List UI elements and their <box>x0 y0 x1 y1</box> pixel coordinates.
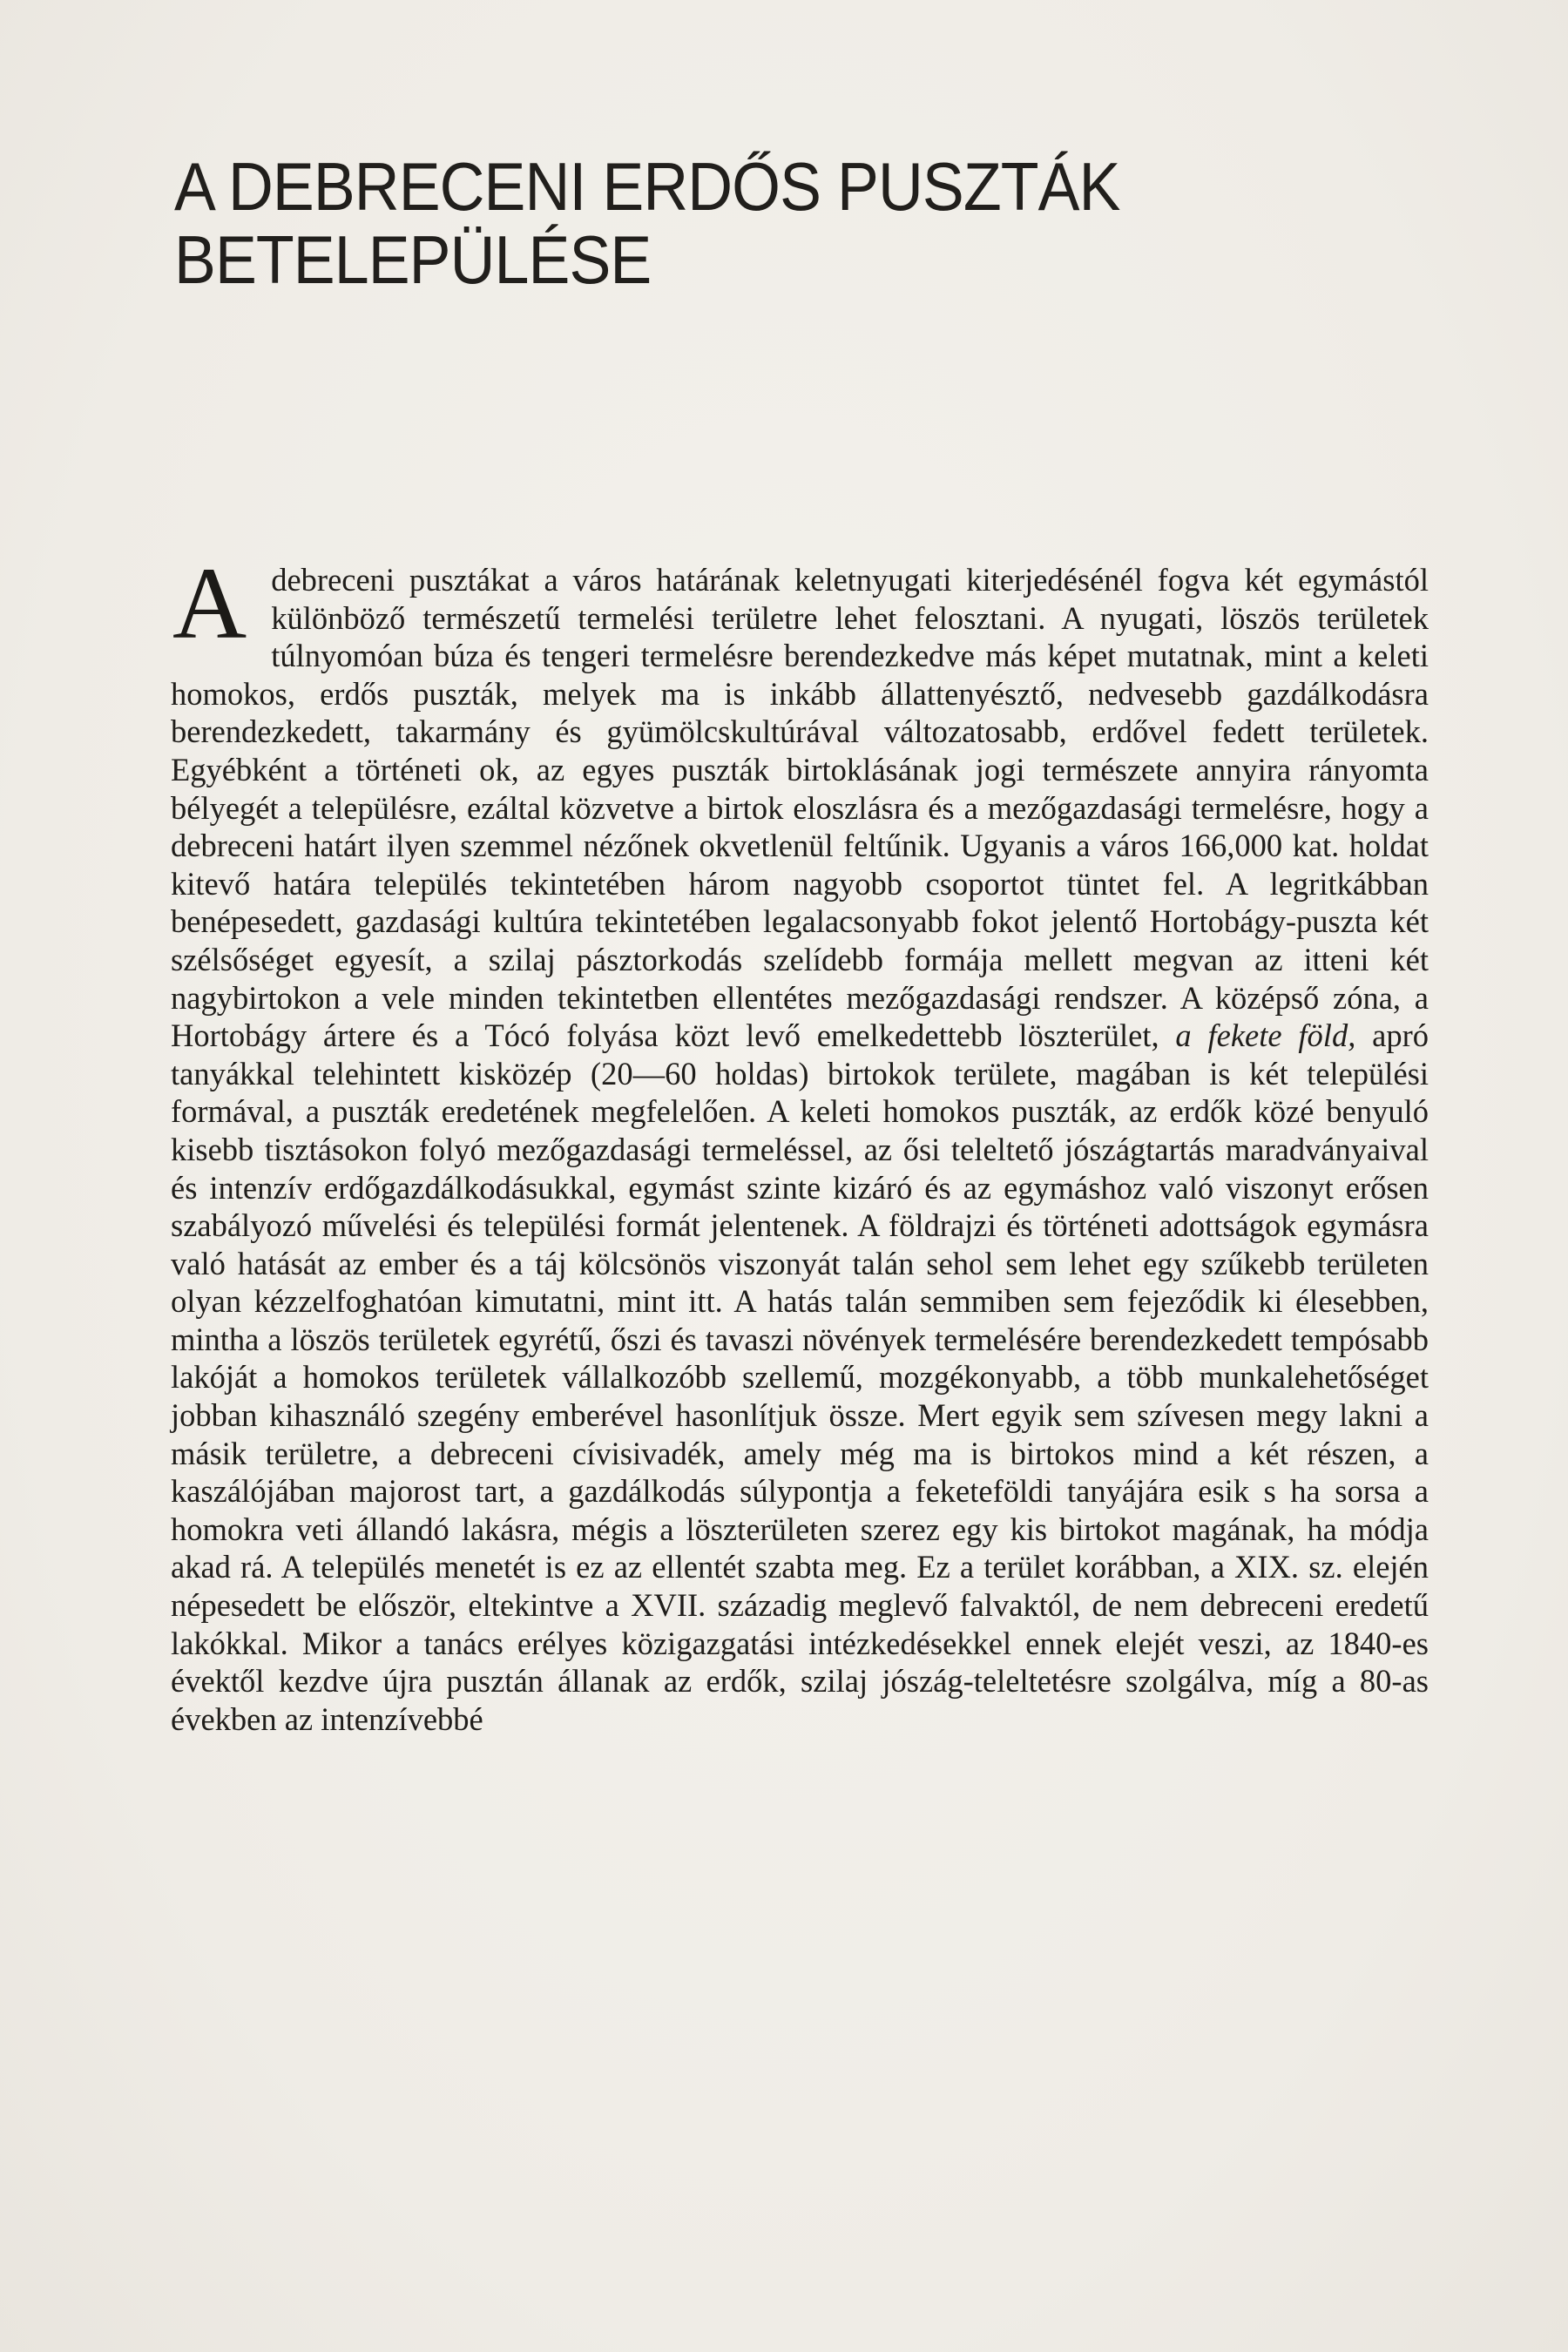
body-paragraph <box>171 546 1429 1738</box>
article-body <box>171 546 1429 1738</box>
paragraph-text-start: debreceni pusztákat a város határának keletnyugati kiterjedésénél fogva két egymástól különböző természetű termelési területre lehet felosztani. A nyugati, löszös területek túlnyomóan búza és tengeri termelésre berendezkedve más képet mutatnak, mint a keleti homokos, erdős puszták, melyek ma is inkább állattenyésztő, nedvesebb gazdálkodásra berendezkedett, takarmány és gyümölcskultúrával változatosabb, erdővel fedett területek. Egyébként a történeti ok, az egyes puszták birtoklásának jogi természete annyira rányomta bélyegét a településre, ezáltal közvetve a birtok eloszlásra és a mezőgazdasági termelésre, hogy a debreceni határt ilyen szemmel nézőnek okvetlenül feltűnik. Ugyanis a város 166,000 kat. holdat kitevő határa település tekintetében három nagyobb csoportot tüntet fel. A legritkábban benépesedett, gazdasági kultúra tekintetében legalacsonyabb fokot jelentő Hortobágy-puszta két szélsőséget egyesít, a szilaj pásztorkodás szelídebb formája mellett megvan az itteni két nagybirtokon a vele minden tekintetben ellentétes mezőgazdasági rendszer. A középső zóna, a Hortobágy ártere és a Tócó folyása közt levő emelkedettebb löszterület, <box>171 562 1429 1054</box>
emphasized-phrase: a fekete föld, <box>1175 1017 1356 1054</box>
title-line-1: A DEBRECENI ERDŐS PUSZTÁK <box>174 148 1120 225</box>
paragraph-text-end: apró tanyákkal telehintett kisközép (20—60 holdas) birtokok területe, magában is két települési formával, a puszták eredetének megfelelően. A keleti homokos puszták, az erdők közé benyuló kisebb tisztásokon folyó mezőgazdasági termeléssel, az ősi teleltető jószágtartás maradványaival és intenzív erdőgazdálkodásukkal, egymást szinte kizáró és az egymáshoz való viszonyt erősen szabályozó művelési és települési formát jelentenek. A földrajzi és történeti adottságok egymásra való hatását az ember és a táj kölcsönös viszonyát talán sehol sem lehet egy szűkebb területen olyan kézzelfoghatóan kimutatni, mint itt. A hatás talán semmiben sem fejeződik ki élesebben, mintha a löszös területek egyrétű, őszi és tavaszi növények termelésére berendezkedett tempósabb lakóját a homokos területek vállalkozóbb szellemű, mozgékonyabb, a több munkalehetőséget jobban kihasználó szegény emberével hasonlítjuk össze. Mert egyik sem szívesen megy lakni a másik területre, a debreceni cívisivadék, amely még ma is birtokos mind a két részen, a kaszálójában majorost tart, a gazdálkodás súlypontja a feketeföldi tanyájára esik s ha sorsa a homokra veti állandó lakásra, mégis a löszterületen szerez egy kis birtokot magának, ha módja akad rá. A település menetét is ez az ellentét szabta meg. Ez a terület korábban, a XIX. sz. elején népesedett be először, eltekintve a XVII. századig meglevő falvaktól, de nem debreceni eredetű lakókkal. Mikor a tanács erélyes közigazgatási intézkedésekkel ennek elejét veszi, az 1840-es évektől kezdve újra pusztán állanak az erdők, szilaj jószág-teleltetésre szolgálva, míg a 80-as években az intenzívebbé <box>171 1017 1429 1737</box>
title-line-2: BETELEPÜLÉSE <box>174 221 652 298</box>
drop-cap: A <box>172 546 247 660</box>
article-title <box>174 150 1312 296</box>
